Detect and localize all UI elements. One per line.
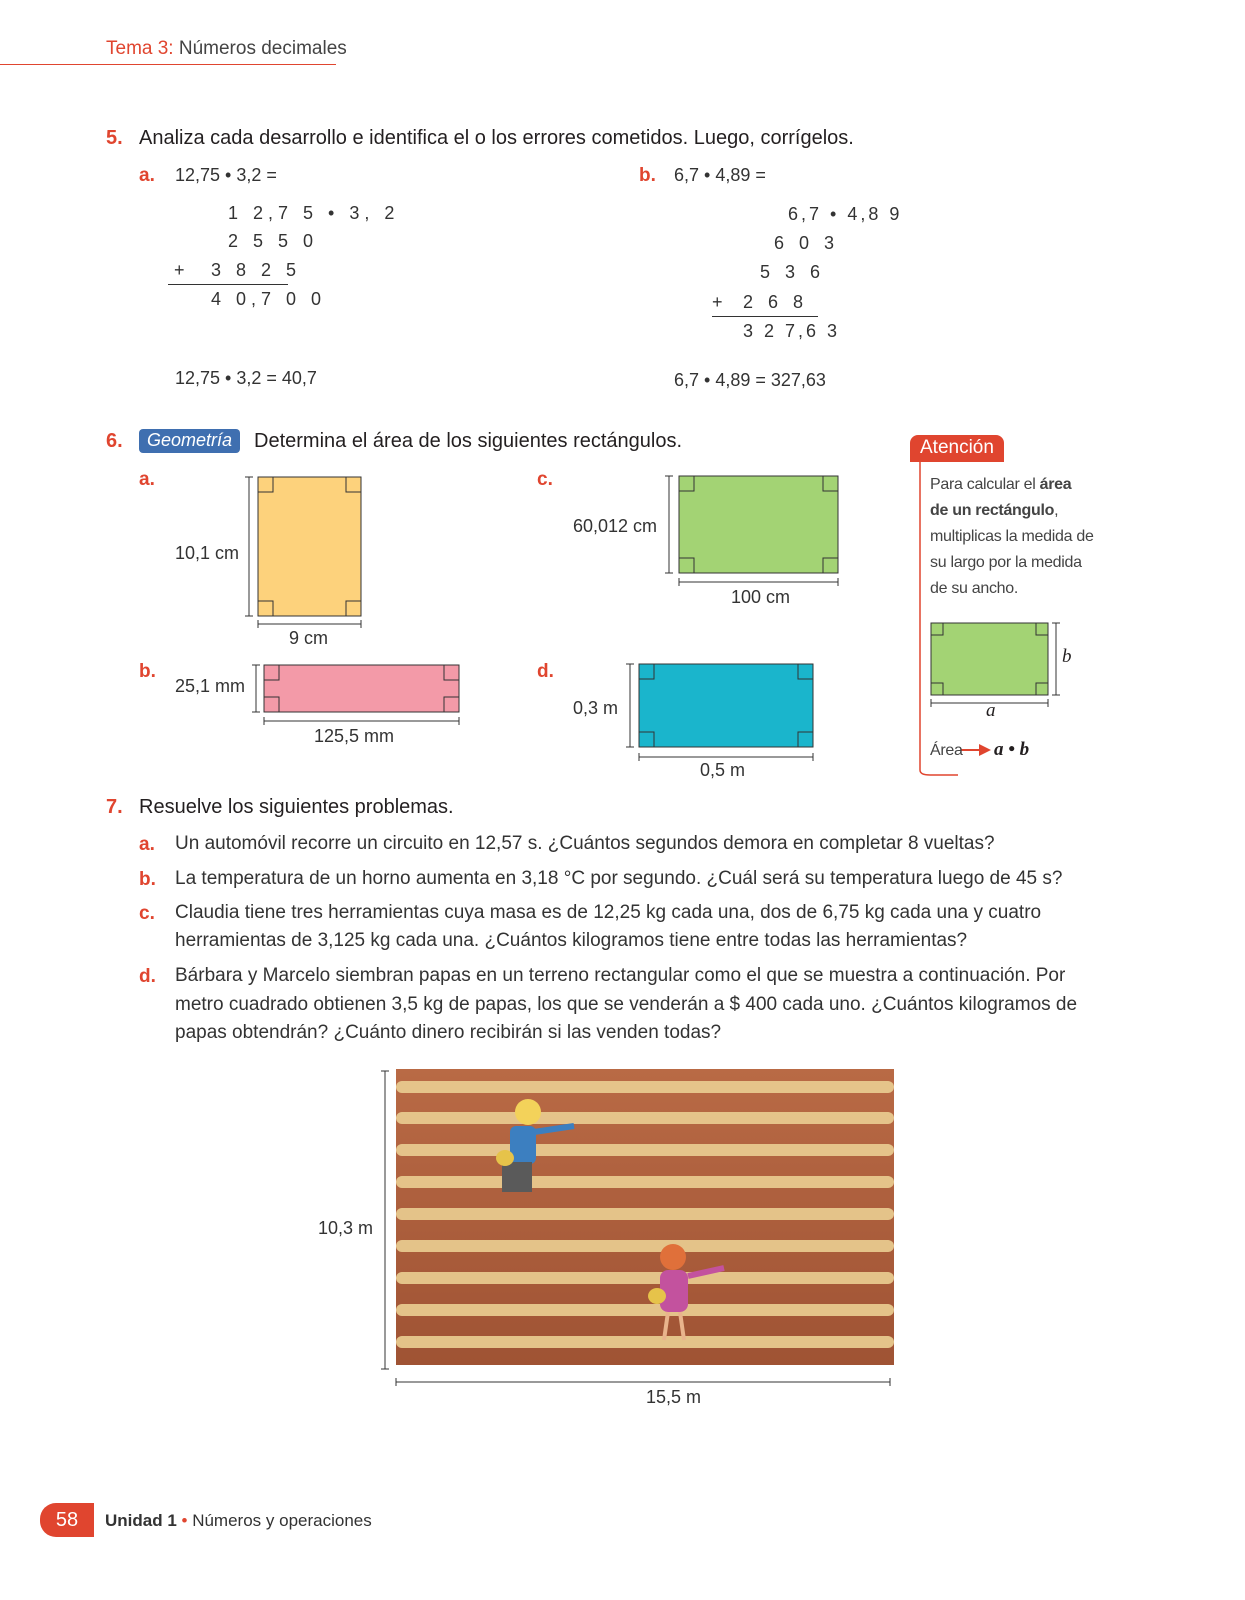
- area-formula: a • b: [994, 739, 1030, 760]
- topic-title: Números decimales: [178, 38, 347, 59]
- q7d-label: d.: [139, 966, 156, 987]
- q5b-line4: 2 6 8: [743, 292, 809, 312]
- q6-statement: Determina el área de los siguientes rectángulos.: [254, 430, 683, 452]
- q7d-line2: metro cuadrado obtienen 3,5 kg de papas, los que se venderán a $ 400 cada uno. ¿Cuántos kilogramos de: [175, 994, 1078, 1015]
- q6d-width: 0,5 m: [700, 760, 746, 780]
- q5b-result: 6,7 • 4,89 = 327,63: [674, 370, 826, 390]
- field-height: 10,3 m: [318, 1218, 374, 1238]
- page-number: 58: [40, 1503, 94, 1537]
- q6a-height: 10,1 cm: [175, 543, 240, 563]
- q7-statement: Resuelve los siguientes problemas.: [139, 796, 454, 818]
- q5b-line3: 5 3 6: [760, 262, 826, 282]
- footer-unit: [105, 1511, 372, 1531]
- q5b-line5: 3 2 7,6 3: [743, 321, 841, 341]
- unit-topic: Números y operaciones: [192, 1511, 372, 1530]
- attention-bold-area: área: [1039, 476, 1072, 493]
- q7-number: 7.: [106, 796, 123, 818]
- q6b-label: b.: [139, 661, 156, 682]
- q6c-label: c.: [537, 469, 553, 490]
- q6b-height: 25,1 mm: [175, 676, 246, 696]
- q7d-line1: Bárbara y Marcelo siembran papas en un terreno rectangular como el que se muestra a continuación. Por: [175, 965, 1066, 986]
- q5b-line1: 6,7 • 4,8 9: [788, 204, 903, 224]
- q7c-label: c.: [139, 903, 155, 924]
- q5b-expression: 6,7 • 4,89 =: [674, 165, 766, 185]
- attention-line4: su largo por la medida: [930, 554, 1082, 571]
- attention-comma: ,: [1054, 502, 1059, 519]
- area-label: Área: [930, 742, 963, 759]
- q7c-line1: Claudia tiene tres herramientas cuya masa es de 12,25 kg cada una, dos de 6,75 kg cada una y cuatro: [175, 902, 1042, 923]
- attention-title: Atención: [910, 435, 1004, 462]
- q5-statement: Analiza cada desarrollo e identifica el o los errores cometidos. Luego, corrígelos.: [139, 127, 854, 149]
- attention-b-label: b: [1062, 646, 1072, 667]
- q6c-height: 60,012 cm: [573, 516, 658, 536]
- field-width: 15,5 m: [646, 1387, 702, 1407]
- attention-line5: de su ancho.: [930, 580, 1019, 597]
- q6a-label: a.: [139, 469, 155, 490]
- unit-label: Unidad 1: [105, 1511, 177, 1530]
- q6d-height: 0,3 m: [573, 698, 619, 718]
- q7d-line3: papas obtendrán? ¿Cuánto dinero recibirán si las venden todas?: [175, 1022, 722, 1043]
- q6d-label: d.: [537, 661, 554, 682]
- q5a-line1: 1 2,7 5 • 3, 2: [228, 203, 400, 223]
- q5b-plus: +: [712, 292, 723, 312]
- geometry-tag: Geometría: [139, 429, 240, 453]
- q7a-label: a.: [139, 834, 155, 855]
- topic-number: Tema 3:: [106, 38, 174, 59]
- q5a-line2: 2 5 5 0: [228, 231, 319, 251]
- q5a-line4: 4 0,7 0 0: [211, 289, 327, 309]
- footer-separator: •: [176, 1511, 193, 1530]
- q5a-line3: 3 8 2 5: [211, 260, 302, 280]
- q5-number: 5.: [106, 127, 123, 149]
- q5a-result: 12,75 • 3,2 = 40,7: [175, 368, 317, 388]
- attention-bold-rectangle: de un rectángulo: [930, 502, 1055, 519]
- q6c-width: 100 cm: [731, 587, 791, 607]
- q6-number: 6.: [106, 430, 123, 452]
- attention-a-label: a: [986, 700, 996, 721]
- attention-line3: multiplicas la medida de: [930, 528, 1094, 545]
- q5b-label: b.: [639, 165, 656, 186]
- q5a-plus: +: [174, 260, 185, 280]
- q7c-line2: herramientas de 3,125 kg cada una. ¿Cuántos kilogramos tiene entre todas las herramientas?: [175, 930, 968, 951]
- q7b-label: b.: [139, 869, 156, 890]
- q6a-width: 9 cm: [289, 628, 329, 648]
- q7b-text: La temperatura de un horno aumenta en 3,18 °C por segundo. ¿Cuál será su temperatura luego de 45 s?: [175, 868, 1063, 889]
- field-furrows: [396, 1081, 894, 1348]
- q5a-expression: 12,75 • 3,2 =: [175, 165, 277, 185]
- attention-line1: Para calcular el: [930, 476, 1040, 493]
- q7a-text: Un automóvil recorre un circuito en 12,57 s. ¿Cuántos segundos demora en completar 8 vueltas?: [175, 833, 995, 854]
- q5b-line2: 6 0 3: [774, 233, 840, 253]
- q5a-label: a.: [139, 165, 155, 186]
- q6b-width: 125,5 mm: [314, 726, 395, 746]
